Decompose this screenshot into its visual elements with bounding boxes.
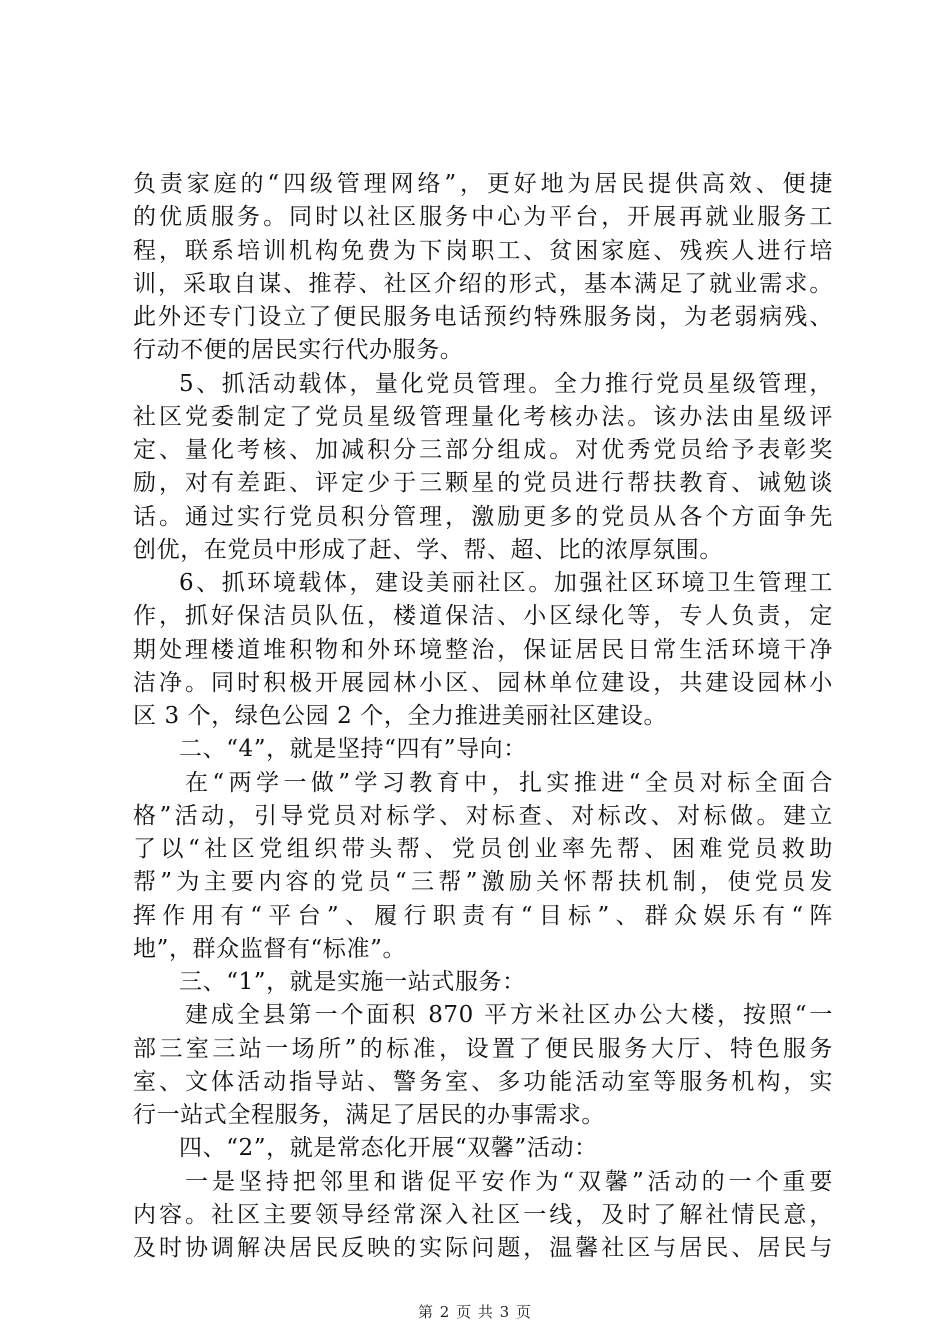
text-line: 建成全县第一个面积 870 平方米社区办公大楼，按照“一 bbox=[185, 1002, 833, 1029]
text-line: 室、文体活动指导站、警务室、多功能活动室等服务机构，实 bbox=[133, 1068, 833, 1095]
text-line: 作，抓好保洁员队伍，楼道保洁、小区绿化等，专人负责，定 bbox=[133, 603, 833, 630]
text-line: 一是坚持把邻里和谐促平安作为“双馨”活动的一个重要 bbox=[185, 1168, 833, 1195]
text-line: 洁净。同时积极开展园林小区、园林单位建设，共建设园林小 bbox=[133, 669, 833, 696]
section-heading-2: 二、“4”，就是坚持“四有”导向： bbox=[179, 736, 527, 763]
text-line: 部三室三站一场所”的标准，设置了便民服务大厅、特色服务 bbox=[133, 1035, 833, 1062]
text-line: 了以“社区党组织带头帮、党员创业率先帮、困难党员救助 bbox=[133, 836, 833, 862]
section-heading-4: 四、“2”，就是常态化开展“双馨”活动： bbox=[179, 1135, 598, 1162]
text-line: 训，采取自谋、推荐、社区介绍的形式，基本满足了就业需求。 bbox=[133, 270, 833, 297]
paragraph-heading-5: 5、抓活动载体，量化党员管理。全力推行党员星级管理， bbox=[179, 370, 833, 397]
text-line: 及时协调解决居民反映的实际问题，温馨社区与居民、居民与 bbox=[133, 1235, 833, 1261]
text-line: 在“两学一做”学习教育中，扎实推进“全员对标全面合 bbox=[185, 769, 833, 796]
text-line: 帮”为主要内容的党员“三帮”激励关怀帮扶机制，使党员发 bbox=[133, 869, 833, 896]
text-line: 程，联系培训机构免费为下岗职工、贫困家庭、残疾人进行培 bbox=[133, 237, 833, 264]
text-line: 此外还专门设立了便民服务电话预约特殊服务岗，为老弱病残、 bbox=[133, 304, 833, 330]
text-line: 区 3 个，绿色公园 2 个，全力推进美丽社区建设。 bbox=[133, 703, 668, 729]
text-line: 期处理楼道堆积物和外环境整治，保证居民日常生活环境干净 bbox=[133, 636, 833, 663]
text-line: 社区党委制定了党员星级管理量化考核办法。该办法由星级评 bbox=[133, 403, 833, 430]
page-number-footer: 第 2 页 共 3 页 bbox=[418, 1303, 532, 1321]
text-line: 格”活动，引导党员对标学、对标查、对标改、对标做。建立 bbox=[133, 802, 833, 829]
text-line: 挥作用有“平台”、履行职责有“目标”、群众娱乐有“阵 bbox=[133, 902, 833, 929]
text-line: 话。通过实行党员积分管理，激励更多的党员从各个方面争先 bbox=[133, 503, 833, 530]
text-line: 行一站式全程服务，满足了居民的办事需求。 bbox=[133, 1102, 605, 1128]
text-line: 定、量化考核、加减积分三部分组成。对优秀党员给予表彰奖 bbox=[133, 437, 833, 463]
text-line: 负责家庭的“四级管理网络”，更好地为居民提供高效、便捷 bbox=[133, 171, 833, 197]
text-line: 行动不便的居民实行代办服务。 bbox=[133, 337, 464, 364]
text-line: 地”，群众监督有“标准”。 bbox=[133, 935, 407, 962]
document-body bbox=[133, 168, 833, 1265]
text-line: 创优，在党员中形成了赶、学、帮、超、比的浓厚氛围。 bbox=[133, 536, 723, 563]
text-line: 的优质服务。同时以社区服务中心为平台，开展再就业服务工 bbox=[133, 204, 833, 231]
text-line: 励，对有差距、评定少于三颗星的党员进行帮扶教育、诫勉谈 bbox=[133, 470, 833, 497]
section-heading-3: 三、“1”，就是实施一站式服务： bbox=[179, 969, 526, 995]
paragraph-heading-6: 6、抓环境载体，建设美丽社区。加强社区环境卫生管理工 bbox=[179, 570, 833, 596]
text-line: 内容。社区主要领导经常深入社区一线，及时了解社情民意， bbox=[133, 1201, 833, 1228]
